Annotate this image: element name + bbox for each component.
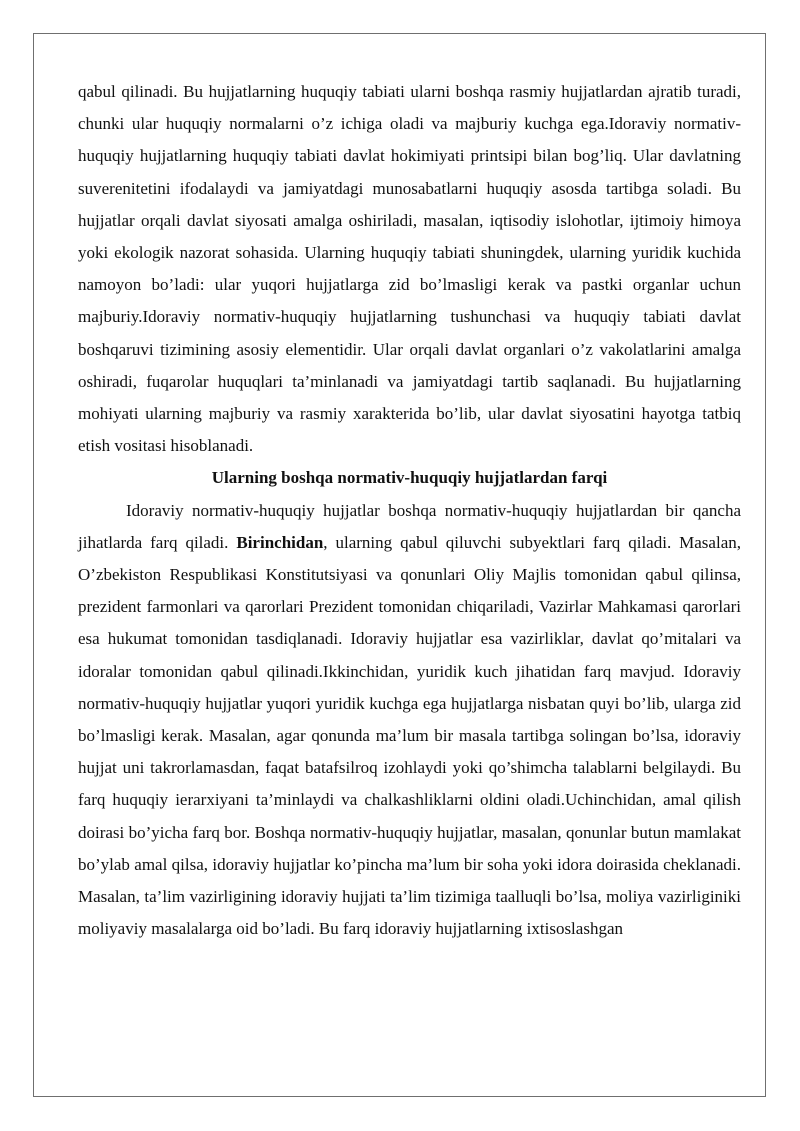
paragraph-1: qabul qilinadi. Bu hujjatlarning huquqiy tabiati ularni boshqa rasmiy hujjatlardan ajratib turadi, chunki ular huquqiy normalarni o’z ichiga oladi va majburiy kuchga ega.Idoraviy normativ-huquqiy hujjatlarning huquqiy tabiati davlat hokimiyati printsipi bilan bog’liq. Ular davlatning suverenitetini ifodalaydi va jamiyatdagi munosabatlarni huquqiy asosda tartibga soladi. Bu hujjatlar orqali davlat siyosati amalga oshiriladi, masalan, iqtisodiy islohotlar, ijtimoiy himoya yoki ekologik nazorat sohasida. Ularning huquqiy tabiati shuningdek, ularning yuridik kuchida namoyon bo’ladi: ular yuqori hujjatlarga zid bo’lmasligi kerak va pastki organlar uchun majburiy.Idoraviy normativ-huquqiy hujjatlarning tushunchasi va huquqiy tabiati davlat boshqaruvi tizimining asosiy elementidir. Ular orqali davlat organlari o’z vakolatlarini amalga oshiradi, fuqarolar huquqlari ta’minlanadi va jamiyatdagi tartib saqlanadi. Bu hujjatlarning mohiyati ularning majburiy va rasmiy xarakterida bo’lib, ular davlat siyosatini hayotga tatbiq etish vositasi hisoblanadi. — [78, 82, 741, 456]
paragraph-2-bold-term: Birinchidan — [236, 532, 324, 552]
paragraph-2-intro: Idoraviy normativ-huquqiy hujjatlar boshqa normativ-huquqiy hujjatlardan bir qancha jihatlarda farq qiladi. — [78, 500, 741, 552]
paragraph-2-body: , ularning qabul qiluvchi subyektlari farq qiladi. Masalan, O’zbekiston Respublikasi Konstitutsiyasi va qonunlari Oliy Majlis tomonidan qabul qilinsa, prezident farmonlari va qarorlari Prezident tomonidan chiqariladi, Vazirlar Mahkamasi qarorlari esa hukumat tomonidan tasdiqlanadi. Idoraviy hujjatlar esa vazirliklar, davlat qo’mitalari va idoralar tomonidan qabul qilinadi.Ikkinchidan, yuridik kuch jihatidan farq mavjud. Idoraviy normativ-huquqiy hujjatlar yuqori yuridik kuchga ega hujjatlarga nisbatan quyi bo’lib, ularga zid bo’lmasligi kerak. Masalan, agar qonunda ma’lum bir masala tartibga solingan bo’lsa, idoraviy hujjat uni takrorlamasdan, faqat batafsilroq izohlaydi yoki qo’shimcha talablarni belgilaydi. Bu farq huquqiy ierarxiyani ta’minlaydi va chalkashliklarni oldini oladi.Uchinchidan, amal qilish doirasi bo’yicha farq bor. Boshqa normativ-huquqiy hujjatlar, masalan, qonunlar butun mamlakat bo’ylab amal qilsa, idoraviy hujjatlar ko’pincha ma’lum bir soha yoki idora doirasida cheklanadi. Masalan, ta’lim vazirligining idoraviy hujjati ta’lim tizimiga taalluqli bo’lsa, moliya vazirliginiki moliyaviy masalalarga oid bo’ladi. Bu farq idoraviy hujjatlarning ixtisoslashgan — [78, 532, 741, 939]
paragraph-2 — [78, 495, 741, 946]
section-heading: Ularning boshqa normativ-huquqiy hujjatlardan farqi — [211, 468, 608, 488]
document-body — [78, 76, 741, 945]
